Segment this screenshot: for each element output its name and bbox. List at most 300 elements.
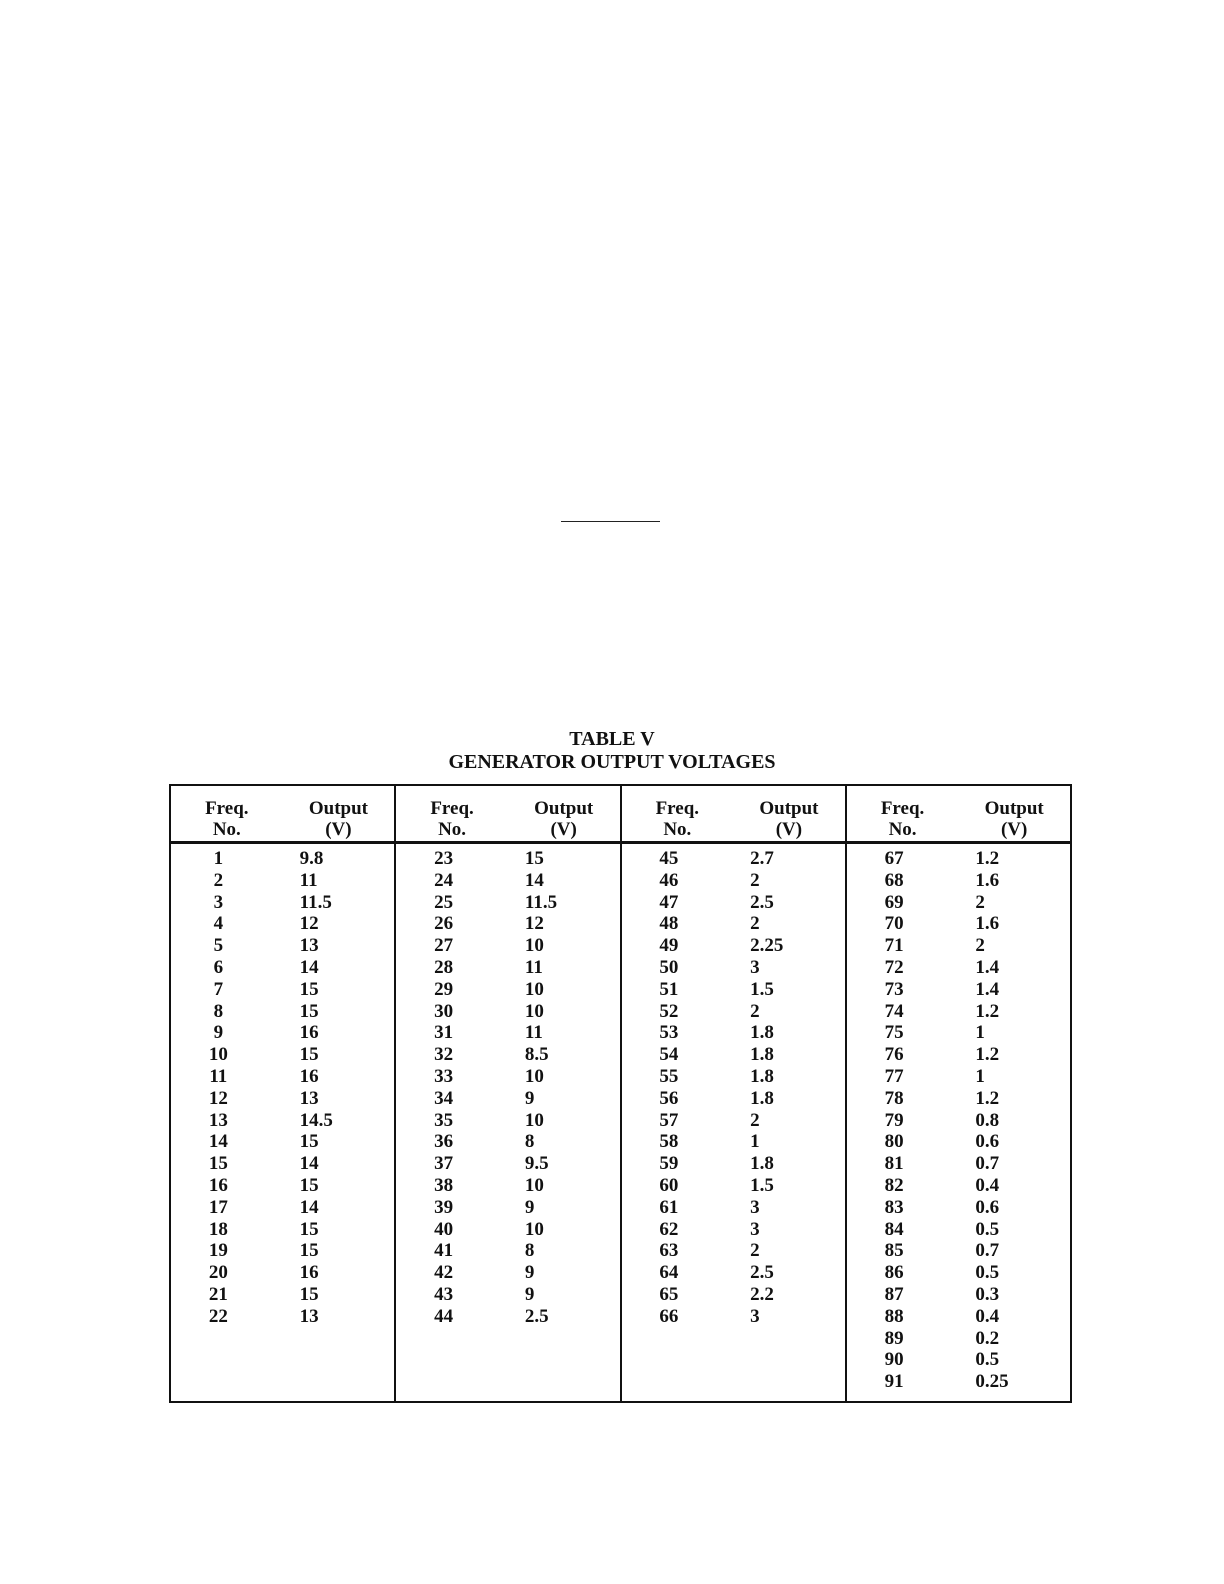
freq-cell: 78 xyxy=(884,1087,904,1109)
output-cell: 15 xyxy=(299,1044,319,1066)
output-cell: 1.8 xyxy=(750,1153,774,1175)
table-row xyxy=(171,892,394,914)
table-row xyxy=(396,848,619,870)
freq-cell: 91 xyxy=(884,1371,904,1393)
freq-cell: 49 xyxy=(659,935,679,957)
output-cell: 14.5 xyxy=(299,1109,333,1131)
freq-cell: 50 xyxy=(659,956,679,978)
output-cell: 11 xyxy=(524,956,543,978)
output-cell: 2.5 xyxy=(750,891,774,913)
output-cell: 13 xyxy=(299,935,319,957)
output-cell: 9 xyxy=(524,1196,535,1218)
output-cell: 1.6 xyxy=(975,913,1000,935)
freq-cell: 27 xyxy=(434,935,454,957)
freq-cell: 88 xyxy=(884,1305,904,1327)
freq-cell: 58 xyxy=(659,1131,679,1153)
output-header xyxy=(283,786,395,841)
output-header-line2: (V) xyxy=(325,819,352,840)
freq-cell: 13 xyxy=(208,1109,228,1131)
table-row xyxy=(396,913,619,935)
table-row xyxy=(396,1066,619,1088)
table-row xyxy=(622,1001,845,1023)
freq-header-line1: Freq. xyxy=(655,798,700,819)
freq-cell: 21 xyxy=(208,1283,228,1305)
freq-header xyxy=(396,786,508,841)
table-row xyxy=(847,848,1070,870)
table-row xyxy=(171,1001,394,1023)
output-cell: 2.2 xyxy=(750,1283,774,1305)
table-row xyxy=(622,892,845,914)
freq-cell: 35 xyxy=(434,1109,454,1131)
freq-cell: 22 xyxy=(208,1305,228,1327)
output-cell: 15 xyxy=(299,1240,319,1262)
output-cell: 0.6 xyxy=(975,1196,1000,1218)
freq-cell: 2 xyxy=(213,869,224,891)
output-cell: 0.5 xyxy=(975,1218,1000,1240)
freq-cell: 74 xyxy=(884,1000,904,1022)
output-cell: 1.8 xyxy=(750,1065,774,1087)
output-cell: 15 xyxy=(299,1131,319,1153)
output-header xyxy=(508,786,620,841)
output-header-line1: Output xyxy=(984,798,1044,819)
freq-cell: 26 xyxy=(434,913,454,935)
separator-rule xyxy=(561,521,660,522)
table-row xyxy=(622,1262,845,1284)
freq-cell: 89 xyxy=(884,1327,904,1349)
output-cell: 2.7 xyxy=(750,848,774,869)
table-row xyxy=(622,1131,845,1153)
output-cell: 0.25 xyxy=(975,1371,1009,1393)
output-cell: 10 xyxy=(524,978,544,1000)
output-header-line1: Output xyxy=(308,798,368,819)
output-cell: 0.2 xyxy=(975,1327,1000,1349)
output-header-line1: Output xyxy=(759,798,819,819)
table-row xyxy=(847,1219,1070,1241)
output-cell: 10 xyxy=(524,1000,544,1022)
output-cell: 9 xyxy=(524,1087,535,1109)
freq-header-line2: No. xyxy=(212,819,241,840)
output-cell: 11 xyxy=(299,869,318,891)
table-row xyxy=(396,1240,619,1262)
freq-cell: 36 xyxy=(434,1131,454,1153)
table-row xyxy=(847,1001,1070,1023)
table-row xyxy=(847,1022,1070,1044)
table-row xyxy=(396,1175,619,1197)
freq-cell: 51 xyxy=(659,978,679,1000)
table-row xyxy=(847,957,1070,979)
table-row xyxy=(171,1197,394,1219)
freq-cell: 79 xyxy=(884,1109,904,1131)
output-cell: 1.8 xyxy=(750,1044,774,1066)
output-cell: 2.5 xyxy=(524,1305,549,1327)
column-group-3 xyxy=(622,786,847,1401)
table-row xyxy=(171,1131,394,1153)
output-cell: 0.8 xyxy=(975,1109,1000,1131)
freq-cell: 90 xyxy=(884,1349,904,1371)
table-row xyxy=(396,1110,619,1132)
table-row xyxy=(622,979,845,1001)
freq-cell: 24 xyxy=(434,869,454,891)
table-row xyxy=(171,1110,394,1132)
freq-cell: 63 xyxy=(659,1240,679,1262)
output-cell: 10 xyxy=(524,1218,544,1240)
freq-header xyxy=(622,786,734,841)
freq-cell: 83 xyxy=(884,1196,904,1218)
freq-cell: 57 xyxy=(659,1109,679,1131)
table-title: TABLE V xyxy=(569,728,655,750)
table-row xyxy=(171,1175,394,1197)
freq-cell: 30 xyxy=(434,1000,454,1022)
freq-cell: 65 xyxy=(659,1283,679,1305)
table-row xyxy=(622,1240,845,1262)
output-cell: 0.7 xyxy=(975,1240,1000,1262)
freq-cell: 87 xyxy=(884,1283,904,1305)
table-row xyxy=(622,935,845,957)
output-cell: 2.5 xyxy=(750,1262,774,1284)
table-row xyxy=(396,1044,619,1066)
output-cell: 8 xyxy=(524,1131,535,1153)
table-row xyxy=(847,892,1070,914)
output-cell: 0.5 xyxy=(975,1262,1000,1284)
table-row xyxy=(171,1088,394,1110)
output-cell: 2 xyxy=(975,891,985,913)
table-row xyxy=(847,1349,1070,1371)
output-cell: 12 xyxy=(524,913,544,935)
output-cell: 9.5 xyxy=(524,1153,549,1175)
output-cell: 1.4 xyxy=(975,978,1000,1000)
table-row xyxy=(622,1197,845,1219)
output-cell: 0.4 xyxy=(975,1174,1000,1196)
table-row xyxy=(396,1306,619,1328)
table-row xyxy=(171,1066,394,1088)
output-cell: 1.4 xyxy=(975,956,1000,978)
table-row xyxy=(622,913,845,935)
output-cell: 1.8 xyxy=(750,1022,774,1044)
table-row xyxy=(622,1284,845,1306)
freq-cell: 45 xyxy=(659,848,679,869)
table-row xyxy=(622,1219,845,1241)
freq-cell: 85 xyxy=(884,1240,904,1262)
output-cell: 3 xyxy=(750,956,760,978)
freq-header-line1: Freq. xyxy=(205,798,249,819)
table-row xyxy=(622,1175,845,1197)
column-group-2 xyxy=(396,786,621,1401)
table-row xyxy=(396,1001,619,1023)
freq-header-line1: Freq. xyxy=(880,798,925,819)
freq-cell: 42 xyxy=(434,1262,454,1284)
output-cell: 1.2 xyxy=(975,1044,1000,1066)
freq-cell: 52 xyxy=(659,1000,679,1022)
freq-cell: 31 xyxy=(434,1022,454,1044)
output-cell: 1 xyxy=(975,1065,985,1087)
freq-cell: 64 xyxy=(659,1262,679,1284)
table-row xyxy=(171,1284,394,1306)
table-row xyxy=(171,1022,394,1044)
freq-header xyxy=(171,786,283,841)
output-cell: 16 xyxy=(299,1065,319,1087)
column-group-header xyxy=(622,786,845,844)
table-row xyxy=(622,848,845,870)
freq-cell: 59 xyxy=(659,1153,679,1175)
output-cell: 16 xyxy=(299,1262,319,1284)
freq-cell: 75 xyxy=(884,1022,904,1044)
table-row xyxy=(171,957,394,979)
table-row xyxy=(847,979,1070,1001)
freq-cell: 9 xyxy=(213,1022,224,1044)
freq-cell: 56 xyxy=(659,1087,679,1109)
table-row xyxy=(396,1022,619,1044)
output-cell: 13 xyxy=(299,1087,319,1109)
table-row xyxy=(171,935,394,957)
table-row xyxy=(847,1044,1070,1066)
output-cell: 8 xyxy=(524,1240,535,1262)
output-cell: 13 xyxy=(299,1305,319,1327)
freq-cell: 71 xyxy=(884,935,904,957)
table-row xyxy=(847,1175,1070,1197)
freq-cell: 54 xyxy=(659,1044,679,1066)
table-row xyxy=(396,870,619,892)
freq-cell: 69 xyxy=(884,891,904,913)
table-row xyxy=(622,1088,845,1110)
column-group-header xyxy=(396,786,619,844)
output-cell: 15 xyxy=(299,978,319,1000)
table-row xyxy=(847,1066,1070,1088)
output-cell: 2 xyxy=(750,1109,760,1131)
freq-cell: 81 xyxy=(884,1153,904,1175)
output-cell: 0.4 xyxy=(975,1305,1000,1327)
table-row xyxy=(847,1197,1070,1219)
freq-cell: 8 xyxy=(213,1000,224,1022)
table-row xyxy=(396,892,619,914)
freq-cell: 39 xyxy=(434,1196,454,1218)
output-cell: 2 xyxy=(750,1000,760,1022)
output-header-line1: Output xyxy=(534,798,594,819)
output-header-line2: (V) xyxy=(550,819,577,840)
output-cell: 11.5 xyxy=(299,891,332,913)
freq-cell: 67 xyxy=(884,848,904,869)
output-cell: 2 xyxy=(750,869,760,891)
output-cell: 10 xyxy=(524,1065,544,1087)
output-cell: 1 xyxy=(975,1022,985,1044)
table-row xyxy=(622,1066,845,1088)
table-row xyxy=(396,1284,619,1306)
output-cell: 14 xyxy=(299,1153,319,1175)
output-header-line2: (V) xyxy=(775,819,803,840)
output-cell: 12 xyxy=(299,913,319,935)
table-row xyxy=(171,1044,394,1066)
table-row xyxy=(622,1044,845,1066)
output-cell: 2 xyxy=(750,913,760,935)
table-caption xyxy=(0,728,1224,774)
table-row xyxy=(847,1088,1070,1110)
output-header xyxy=(958,786,1070,841)
output-cell: 10 xyxy=(524,1109,544,1131)
output-cell: 0.6 xyxy=(975,1131,1000,1153)
table-row xyxy=(622,870,845,892)
freq-cell: 82 xyxy=(884,1174,904,1196)
freq-cell: 10 xyxy=(208,1044,228,1066)
table-row xyxy=(171,1262,394,1284)
output-header-line2: (V) xyxy=(1000,819,1028,840)
column-group-1 xyxy=(171,786,396,1401)
column-group-header xyxy=(847,786,1070,844)
output-cell: 10 xyxy=(524,935,544,957)
freq-cell: 47 xyxy=(659,891,679,913)
output-cell: 9 xyxy=(524,1262,535,1284)
freq-cell: 38 xyxy=(434,1174,454,1196)
table-row xyxy=(847,1262,1070,1284)
output-cell: 2 xyxy=(750,1240,760,1262)
freq-cell: 23 xyxy=(434,848,454,869)
table-row xyxy=(171,870,394,892)
table-row xyxy=(171,1306,394,1328)
output-cell: 15 xyxy=(299,1000,319,1022)
table-row xyxy=(171,1240,394,1262)
table-row xyxy=(396,1262,619,1284)
table-row xyxy=(847,1306,1070,1328)
freq-cell: 73 xyxy=(884,978,904,1000)
output-cell: 14 xyxy=(524,869,544,891)
column-group-4 xyxy=(847,786,1070,1401)
freq-cell: 43 xyxy=(434,1283,454,1305)
table-row xyxy=(847,913,1070,935)
output-cell: 1.8 xyxy=(750,1087,774,1109)
freq-cell: 61 xyxy=(659,1196,679,1218)
output-cell: 3 xyxy=(750,1196,760,1218)
output-cell: 1 xyxy=(750,1131,760,1153)
output-cell: 14 xyxy=(299,1196,319,1218)
voltage-table xyxy=(169,784,1072,1403)
table-row xyxy=(622,1110,845,1132)
freq-cell: 68 xyxy=(884,869,904,891)
output-cell: 1.6 xyxy=(975,869,1000,891)
output-cell: 15 xyxy=(299,1218,319,1240)
freq-cell: 20 xyxy=(208,1262,228,1284)
freq-header-line2: No. xyxy=(438,819,467,840)
table-row xyxy=(847,935,1070,957)
output-cell: 1.2 xyxy=(975,848,1000,869)
table-row xyxy=(171,848,394,870)
freq-cell: 41 xyxy=(434,1240,454,1262)
table-row xyxy=(396,935,619,957)
freq-cell: 16 xyxy=(208,1174,228,1196)
freq-cell: 29 xyxy=(434,978,454,1000)
table-row xyxy=(847,1110,1070,1132)
table-row xyxy=(396,957,619,979)
freq-cell: 6 xyxy=(213,956,224,978)
freq-cell: 17 xyxy=(208,1196,228,1218)
freq-cell: 55 xyxy=(659,1065,679,1087)
table-row xyxy=(622,957,845,979)
table-row xyxy=(171,1219,394,1241)
output-cell: 0.7 xyxy=(975,1153,1000,1175)
table-row xyxy=(396,1131,619,1153)
freq-cell: 60 xyxy=(659,1174,679,1196)
freq-cell: 34 xyxy=(434,1087,454,1109)
freq-cell: 33 xyxy=(434,1065,454,1087)
table-row xyxy=(847,1153,1070,1175)
freq-cell: 32 xyxy=(434,1044,454,1066)
freq-cell: 1 xyxy=(213,848,224,869)
table-row xyxy=(622,1022,845,1044)
table-row xyxy=(847,1240,1070,1262)
table-subtitle: GENERATOR OUTPUT VOLTAGES xyxy=(448,751,776,773)
table-row xyxy=(396,1219,619,1241)
table-row xyxy=(847,1371,1070,1393)
output-cell: 3 xyxy=(750,1218,760,1240)
freq-cell: 53 xyxy=(659,1022,679,1044)
output-cell: 8.5 xyxy=(524,1044,549,1066)
output-cell: 0.3 xyxy=(975,1283,1000,1305)
table-row xyxy=(396,1153,619,1175)
output-cell: 15 xyxy=(299,1174,319,1196)
freq-cell: 14 xyxy=(208,1131,228,1153)
output-cell: 11 xyxy=(524,1022,543,1044)
table-row xyxy=(622,1153,845,1175)
table-row xyxy=(171,1153,394,1175)
table-row xyxy=(396,1197,619,1219)
table-row xyxy=(847,1284,1070,1306)
output-cell: 1.2 xyxy=(975,1000,1000,1022)
freq-cell: 48 xyxy=(659,913,679,935)
table-row xyxy=(171,979,394,1001)
freq-cell: 40 xyxy=(434,1218,454,1240)
table-row xyxy=(171,913,394,935)
freq-cell: 37 xyxy=(434,1153,454,1175)
output-cell: 2 xyxy=(975,935,985,957)
freq-cell: 11 xyxy=(209,1065,228,1087)
freq-header-line1: Freq. xyxy=(430,798,474,819)
output-cell: 14 xyxy=(299,956,319,978)
output-cell: 11.5 xyxy=(524,891,558,913)
freq-cell: 5 xyxy=(213,935,224,957)
freq-cell: 7 xyxy=(213,978,224,1000)
table-row xyxy=(622,1306,845,1328)
output-cell: 3 xyxy=(750,1305,760,1327)
output-cell: 15 xyxy=(524,848,544,869)
freq-cell: 19 xyxy=(208,1240,228,1262)
freq-header-line2: No. xyxy=(663,819,692,840)
freq-cell: 12 xyxy=(208,1087,228,1109)
freq-cell: 28 xyxy=(434,956,454,978)
freq-cell: 44 xyxy=(434,1305,454,1327)
freq-cell: 86 xyxy=(884,1262,904,1284)
freq-cell: 4 xyxy=(213,913,224,935)
freq-cell: 70 xyxy=(884,913,904,935)
freq-cell: 3 xyxy=(213,891,224,913)
table-row xyxy=(847,1131,1070,1153)
freq-cell: 77 xyxy=(884,1065,904,1087)
output-cell: 0.5 xyxy=(975,1349,1000,1371)
freq-cell: 66 xyxy=(659,1305,679,1327)
table-row xyxy=(847,1328,1070,1350)
output-cell: 16 xyxy=(299,1022,319,1044)
freq-cell: 62 xyxy=(659,1218,679,1240)
freq-cell: 46 xyxy=(659,869,679,891)
table-row xyxy=(396,1088,619,1110)
output-cell: 9 xyxy=(524,1283,535,1305)
freq-cell: 80 xyxy=(884,1131,904,1153)
freq-cell: 72 xyxy=(884,956,904,978)
output-cell: 15 xyxy=(299,1283,319,1305)
freq-cell: 84 xyxy=(884,1218,904,1240)
column-group-header xyxy=(171,786,394,844)
output-cell: 1.5 xyxy=(750,1174,774,1196)
output-cell: 1.2 xyxy=(975,1087,1000,1109)
freq-header-line2: No. xyxy=(888,819,917,840)
table-row xyxy=(847,870,1070,892)
freq-cell: 18 xyxy=(208,1218,228,1240)
